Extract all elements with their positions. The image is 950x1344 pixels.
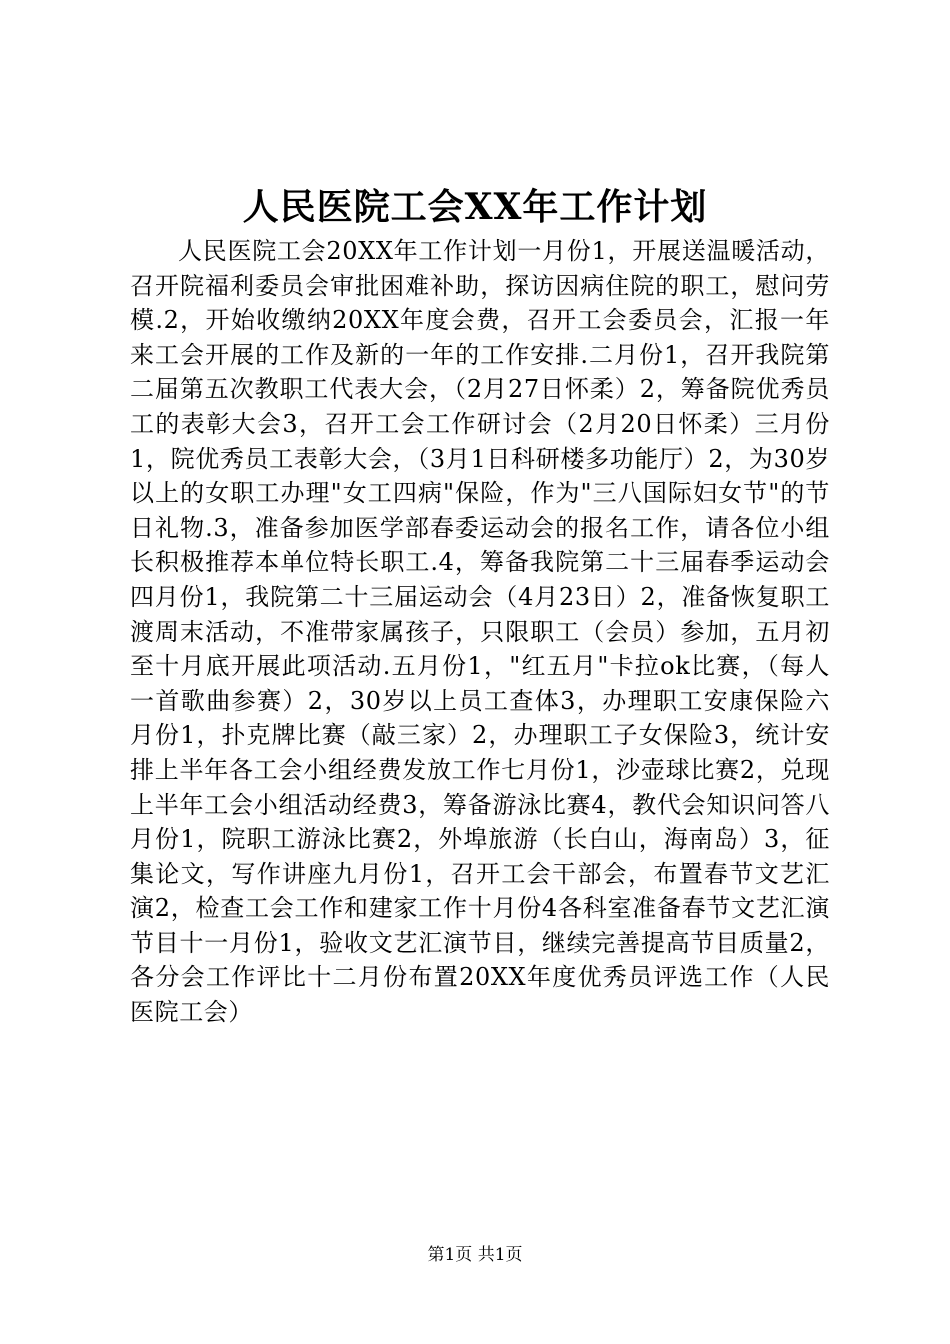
document-title: 人民医院工会XX年工作计划 [242,186,708,228]
page-footer: 第1页 共1页 [427,1245,523,1265]
document-body: 人民医院工会20XX年工作计划一月份1，开展送温暖活动，召开院福利委员会审批困难补助，探访因病住院的职工，慰问劳模.2，开始收缴纳20XX年度会费，召开工会委员会，汇报一年来工会开展的工作及新的一年的工作安排.二月份1，召开我院第二届第五次教职工代表大会，（2月27日怀柔）2，筹备院优秀员工的表彰大会3，召开工会工作研讨会（2月20日怀柔）三月份1，院优秀员工表彰大会，（3月1日科研楼多功能厅）2，为30岁以上的女职工办理"女工四病"保险，作为"三八国际妇女节"的节日礼物.3，准备参加医学部春委运动会的报名工作，请各位小组长积极推荐本单位特长职工.4，筹备我院第二十三届春季运动会四月份1，我院第二十三届运动会（4月23日）2，准备恢复职工渡周末活动，不准带家属孩子，只限职工（会员）参加，五月初至十月底开展此项活动.五月份1，"红五月"卡拉ok比赛，（每人一首歌曲参赛）2，30岁以上员工查体3，办理职工安康保险六月份1，扑克牌比赛（敲三家）2，办理职工子女保险3，统计安排上半年各工会小组经费发放工作七月份1，沙壶球比赛2，兑现上半年工会小组活动经费3，筹备游泳比赛4，教代会知识问答八月份1，院职工游泳比赛2，外埠旅游（长白山，海南岛）3，征集论文，写作讲座九月份1，召开工会干部会，布置春节文艺汇演2，检查工会工作和建家工作十月份4各科室准备春节文艺汇演节目十一月份1，验收文艺汇演节目，继续完善提高节目质量2，各分会工作评比十二月份布置20XX年度优秀员评选工作（人民医院工会） [130,237,830,1027]
